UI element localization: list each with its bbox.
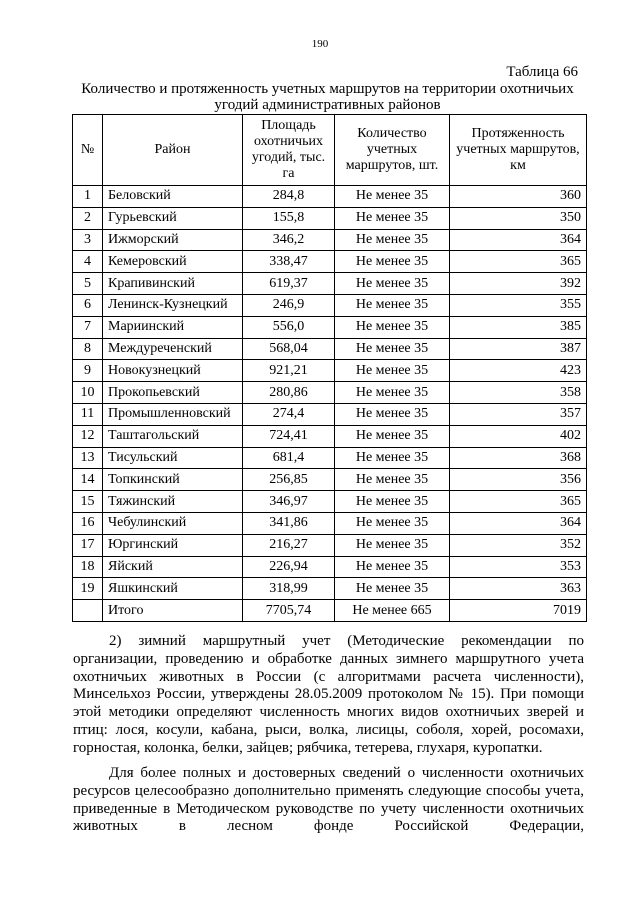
- cell-length: 360: [450, 186, 587, 208]
- cell-area: 226,94: [243, 556, 335, 578]
- page-number: 190: [311, 38, 329, 50]
- cell-count: Не менее 35: [335, 338, 450, 360]
- cell-count: Не менее 35: [335, 382, 450, 404]
- table-row: [73, 556, 587, 578]
- cell-count: Не менее 35: [335, 469, 450, 491]
- cell-area: 921,21: [243, 360, 335, 382]
- table-row: [73, 491, 587, 513]
- cell-area: 246,9: [243, 294, 335, 316]
- cell-num: 9: [73, 360, 103, 382]
- cell-length: 364: [450, 229, 587, 251]
- cell-num: 19: [73, 578, 103, 600]
- cell-district: Тисульский: [103, 447, 243, 469]
- cell-area: 256,85: [243, 469, 335, 491]
- cell-num: 15: [73, 491, 103, 513]
- cell-length: 358: [450, 382, 587, 404]
- cell-area: 280,86: [243, 382, 335, 404]
- cell-area: 619,37: [243, 273, 335, 295]
- cell-length: 364: [450, 512, 587, 534]
- cell-length: 392: [450, 273, 587, 295]
- cell-area: 318,99: [243, 578, 335, 600]
- table-row: [73, 578, 587, 600]
- cell-count: Не менее 35: [335, 360, 450, 382]
- cell-count: Не менее 35: [335, 578, 450, 600]
- header-district: Район: [103, 115, 243, 186]
- cell-num: [73, 600, 103, 622]
- cell-count: Не менее 35: [335, 512, 450, 534]
- cell-area: 284,8: [243, 186, 335, 208]
- cell-length: 355: [450, 294, 587, 316]
- table-body: [73, 186, 587, 622]
- cell-district: Гурьевский: [103, 207, 243, 229]
- cell-num: 16: [73, 512, 103, 534]
- table-row: [73, 251, 587, 273]
- cell-count: Не менее 35: [335, 207, 450, 229]
- table-row: [73, 534, 587, 556]
- table-row: [73, 447, 587, 469]
- cell-area: 341,86: [243, 512, 335, 534]
- cell-length: 365: [450, 251, 587, 273]
- cell-area: 274,4: [243, 403, 335, 425]
- table-row: [73, 294, 587, 316]
- table-row: [73, 207, 587, 229]
- cell-district: Междуреченский: [103, 338, 243, 360]
- cell-count: Не менее 35: [335, 556, 450, 578]
- cell-area: 724,41: [243, 425, 335, 447]
- cell-num: 11: [73, 403, 103, 425]
- cell-num: 10: [73, 382, 103, 404]
- cell-count: Не менее 35: [335, 294, 450, 316]
- cell-num: 14: [73, 469, 103, 491]
- cell-num: 12: [73, 425, 103, 447]
- cell-count: Не менее 35: [335, 447, 450, 469]
- cell-length: 7019: [450, 600, 587, 622]
- cell-district: Яйский: [103, 556, 243, 578]
- table-row: [73, 229, 587, 251]
- cell-area: 346,2: [243, 229, 335, 251]
- cell-num: 2: [73, 207, 103, 229]
- cell-num: 13: [73, 447, 103, 469]
- table-row: [73, 469, 587, 491]
- cell-num: 17: [73, 534, 103, 556]
- cell-length: 365: [450, 491, 587, 513]
- cell-count: Не менее 35: [335, 316, 450, 338]
- cell-count: Не менее 665: [335, 600, 450, 622]
- cell-count: Не менее 35: [335, 491, 450, 513]
- cell-num: 7: [73, 316, 103, 338]
- cell-district: Таштагольский: [103, 425, 243, 447]
- cell-district: Ленинск-Кузнецкий: [103, 294, 243, 316]
- cell-count: Не менее 35: [335, 425, 450, 447]
- cell-length: 352: [450, 534, 587, 556]
- routes-table: [72, 114, 587, 622]
- table-label: Таблица 66: [506, 64, 578, 80]
- cell-district: Тяжинский: [103, 491, 243, 513]
- table-row: [73, 403, 587, 425]
- cell-num: 4: [73, 251, 103, 273]
- cell-district: Беловский: [103, 186, 243, 208]
- total-row: [73, 600, 587, 622]
- cell-area: 568,04: [243, 338, 335, 360]
- cell-length: 423: [450, 360, 587, 382]
- cell-length: 357: [450, 403, 587, 425]
- cell-length: 363: [450, 578, 587, 600]
- cell-area: 556,0: [243, 316, 335, 338]
- cell-district: Юргинский: [103, 534, 243, 556]
- cell-length: 356: [450, 469, 587, 491]
- cell-length: 385: [450, 316, 587, 338]
- header-area: Площадь охотничьих угодий, тыс. га: [243, 115, 335, 186]
- cell-length: 387: [450, 338, 587, 360]
- cell-count: Не менее 35: [335, 251, 450, 273]
- cell-num: 8: [73, 338, 103, 360]
- table-row: [73, 316, 587, 338]
- cell-length: 350: [450, 207, 587, 229]
- cell-num: 6: [73, 294, 103, 316]
- cell-district: Промышленновский: [103, 403, 243, 425]
- table-row: [73, 186, 587, 208]
- cell-district: Яшкинский: [103, 578, 243, 600]
- header-length: Протяженность учетных маршрутов, км: [450, 115, 587, 186]
- cell-area: 216,27: [243, 534, 335, 556]
- cell-num: 5: [73, 273, 103, 295]
- cell-district: Чебулинский: [103, 512, 243, 534]
- cell-count: Не менее 35: [335, 186, 450, 208]
- cell-area: 681,4: [243, 447, 335, 469]
- cell-area: 338,47: [243, 251, 335, 273]
- table-header-row: [73, 115, 587, 186]
- cell-length: 402: [450, 425, 587, 447]
- cell-district: Новокузнецкий: [103, 360, 243, 382]
- cell-num: 3: [73, 229, 103, 251]
- header-count: Количество учетных маршрутов, шт.: [335, 115, 450, 186]
- paragraph-additional-methods: Для более полных и достоверных сведений о численности охотничьих ресурсов целесообразно дополнительно применять следующие способы учета, приведенные в Методическом руководстве по учету численности охотничьих животных в лесном фонде Российской Федерации,: [73, 765, 584, 835]
- cell-count: Не менее 35: [335, 534, 450, 556]
- table-row: [73, 338, 587, 360]
- header-num: №: [73, 115, 103, 186]
- cell-length: 368: [450, 447, 587, 469]
- cell-num: 1: [73, 186, 103, 208]
- cell-area: 7705,74: [243, 600, 335, 622]
- table-row: [73, 382, 587, 404]
- cell-district: Крапивинский: [103, 273, 243, 295]
- cell-district: Топкинский: [103, 469, 243, 491]
- cell-area: 346,97: [243, 491, 335, 513]
- table-caption: Количество и протяженность учетных маршрутов на территории охотничьих угодий административных районов: [81, 81, 574, 113]
- cell-count: Не менее 35: [335, 229, 450, 251]
- table-row: [73, 512, 587, 534]
- cell-num: 18: [73, 556, 103, 578]
- table-row: [73, 425, 587, 447]
- table-row: [73, 360, 587, 382]
- paragraph-winter-route-count: 2) зимний маршрутный учет (Методические рекомендации по организации, проведению и обработке данных зимнего маршрутного учета охотничьих животных в России (с алгоритмами расчета численности), Минсельхоз России, утверждены 28.05.2009 протоколом № 15). При помощи этой методики определяют численность многих видов охотничьих зверей и птиц: лося, косули, кабана, рыси, волка, лисицы, соболя, хорей, росомахи, горностая, колонка, белки, зайцев; рябчика, тетерева, глухаря, куропатки.: [73, 633, 584, 756]
- cell-district: Ижморский: [103, 229, 243, 251]
- cell-count: Не менее 35: [335, 403, 450, 425]
- cell-count: Не менее 35: [335, 273, 450, 295]
- cell-length: 353: [450, 556, 587, 578]
- table-row: [73, 273, 587, 295]
- cell-district: Мариинский: [103, 316, 243, 338]
- cell-district: Итого: [103, 600, 243, 622]
- cell-area: 155,8: [243, 207, 335, 229]
- cell-district: Кемеровский: [103, 251, 243, 273]
- cell-district: Прокопьевский: [103, 382, 243, 404]
